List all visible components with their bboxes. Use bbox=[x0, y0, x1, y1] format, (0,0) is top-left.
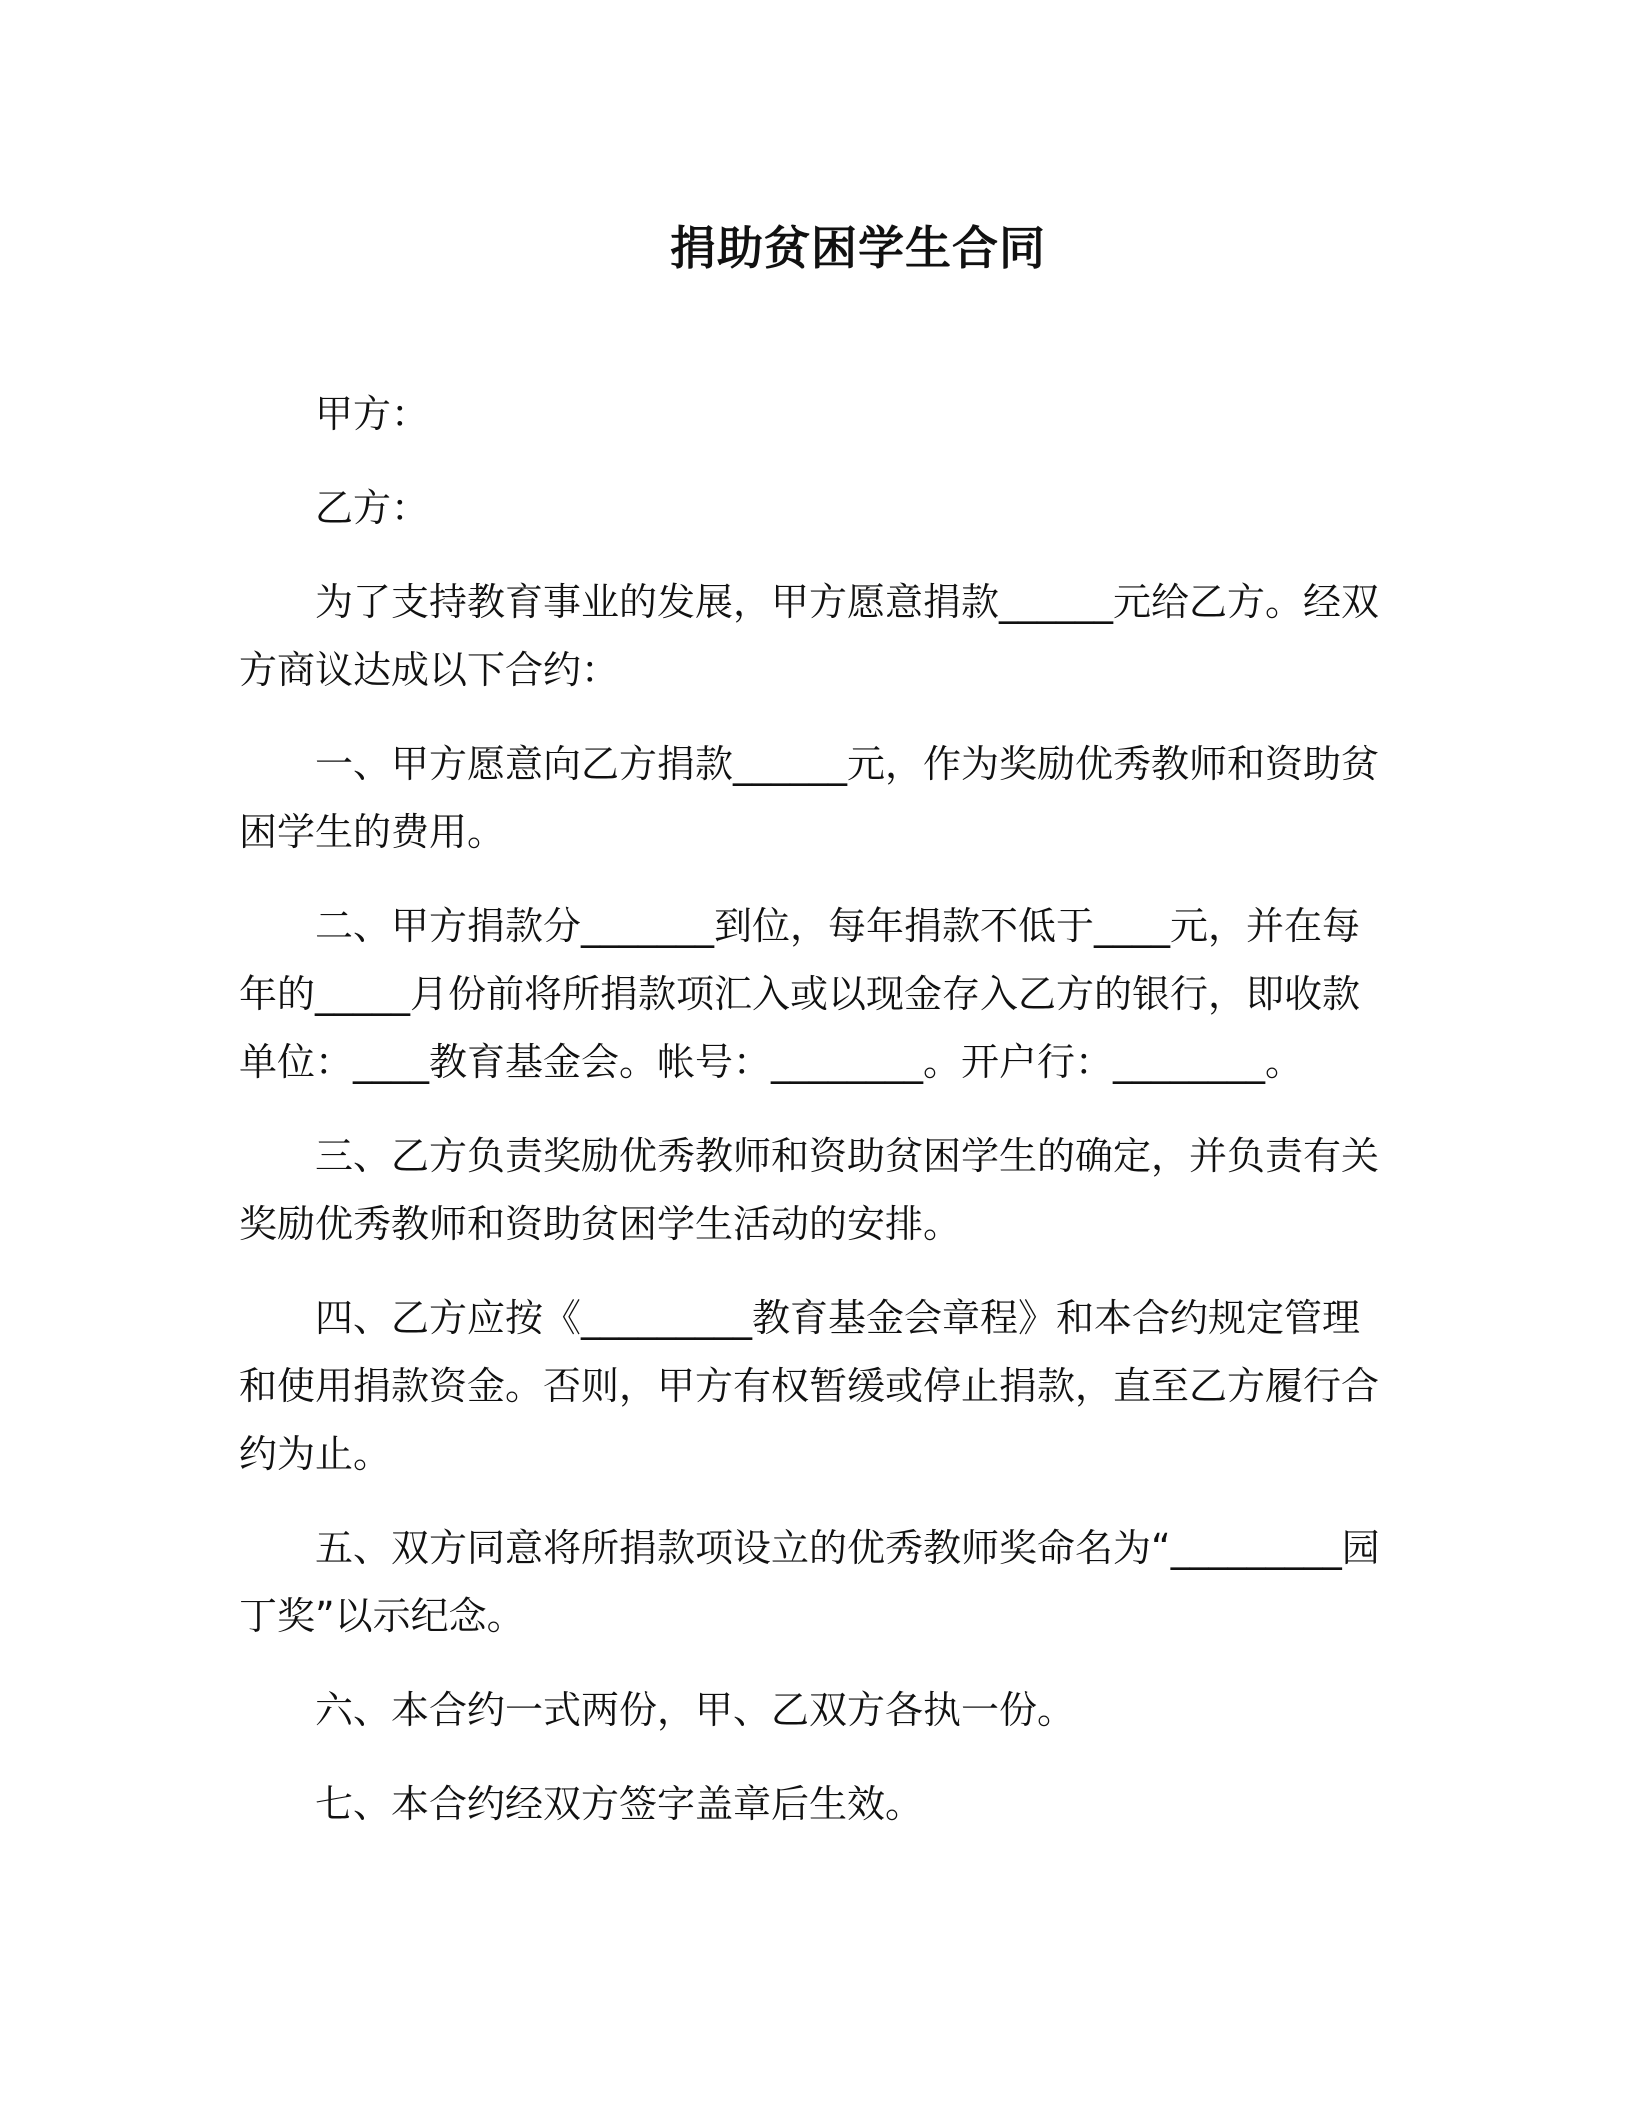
intro-paragraph: 为了支持教育事业的发展，甲方愿意捐款______元给乙方。经双方商议达成以下合约： bbox=[239, 580, 1380, 692]
clause-3: 三、乙方负责奖励优秀教师和资助贫困学生的确定，并负责有关奖励优秀教师和资助贫困学生活动的安排。 bbox=[239, 1134, 1380, 1246]
clause-1: 一、甲方愿意向乙方捐款______元，作为奖励优秀教师和资助贫困学生的费用。 bbox=[239, 742, 1380, 854]
clause-7: 七、本合约经双方签字盖章后生效。 bbox=[315, 1782, 924, 1826]
document-title: 捐助贫困学生合同 bbox=[670, 221, 1046, 275]
clause-5: 五、双方同意将所捐款项设立的优秀教师奖命名为“_________园丁奖”以示纪念。 bbox=[239, 1526, 1380, 1638]
clause-2: 二、甲方捐款分_______到位，每年捐款不低于____元，并在每年的_____月份前将所捐款项汇入或以现金存入乙方的银行，即收款单位：____教育基金会。帐号：________。开户行：________。 bbox=[239, 904, 1361, 1084]
party-b-line: 乙方： bbox=[315, 486, 430, 530]
clause-4: 四、乙方应按《_________教育基金会章程》和本合约规定管理和使用捐款资金。否则，甲方有权暂缓或停止捐款，直至乙方履行合约为止。 bbox=[239, 1296, 1380, 1476]
document-body bbox=[239, 380, 1387, 1864]
clause-6: 六、本合约一式两份，甲、乙双方各执一份。 bbox=[315, 1688, 1076, 1732]
party-a-line: 甲方： bbox=[315, 392, 430, 436]
